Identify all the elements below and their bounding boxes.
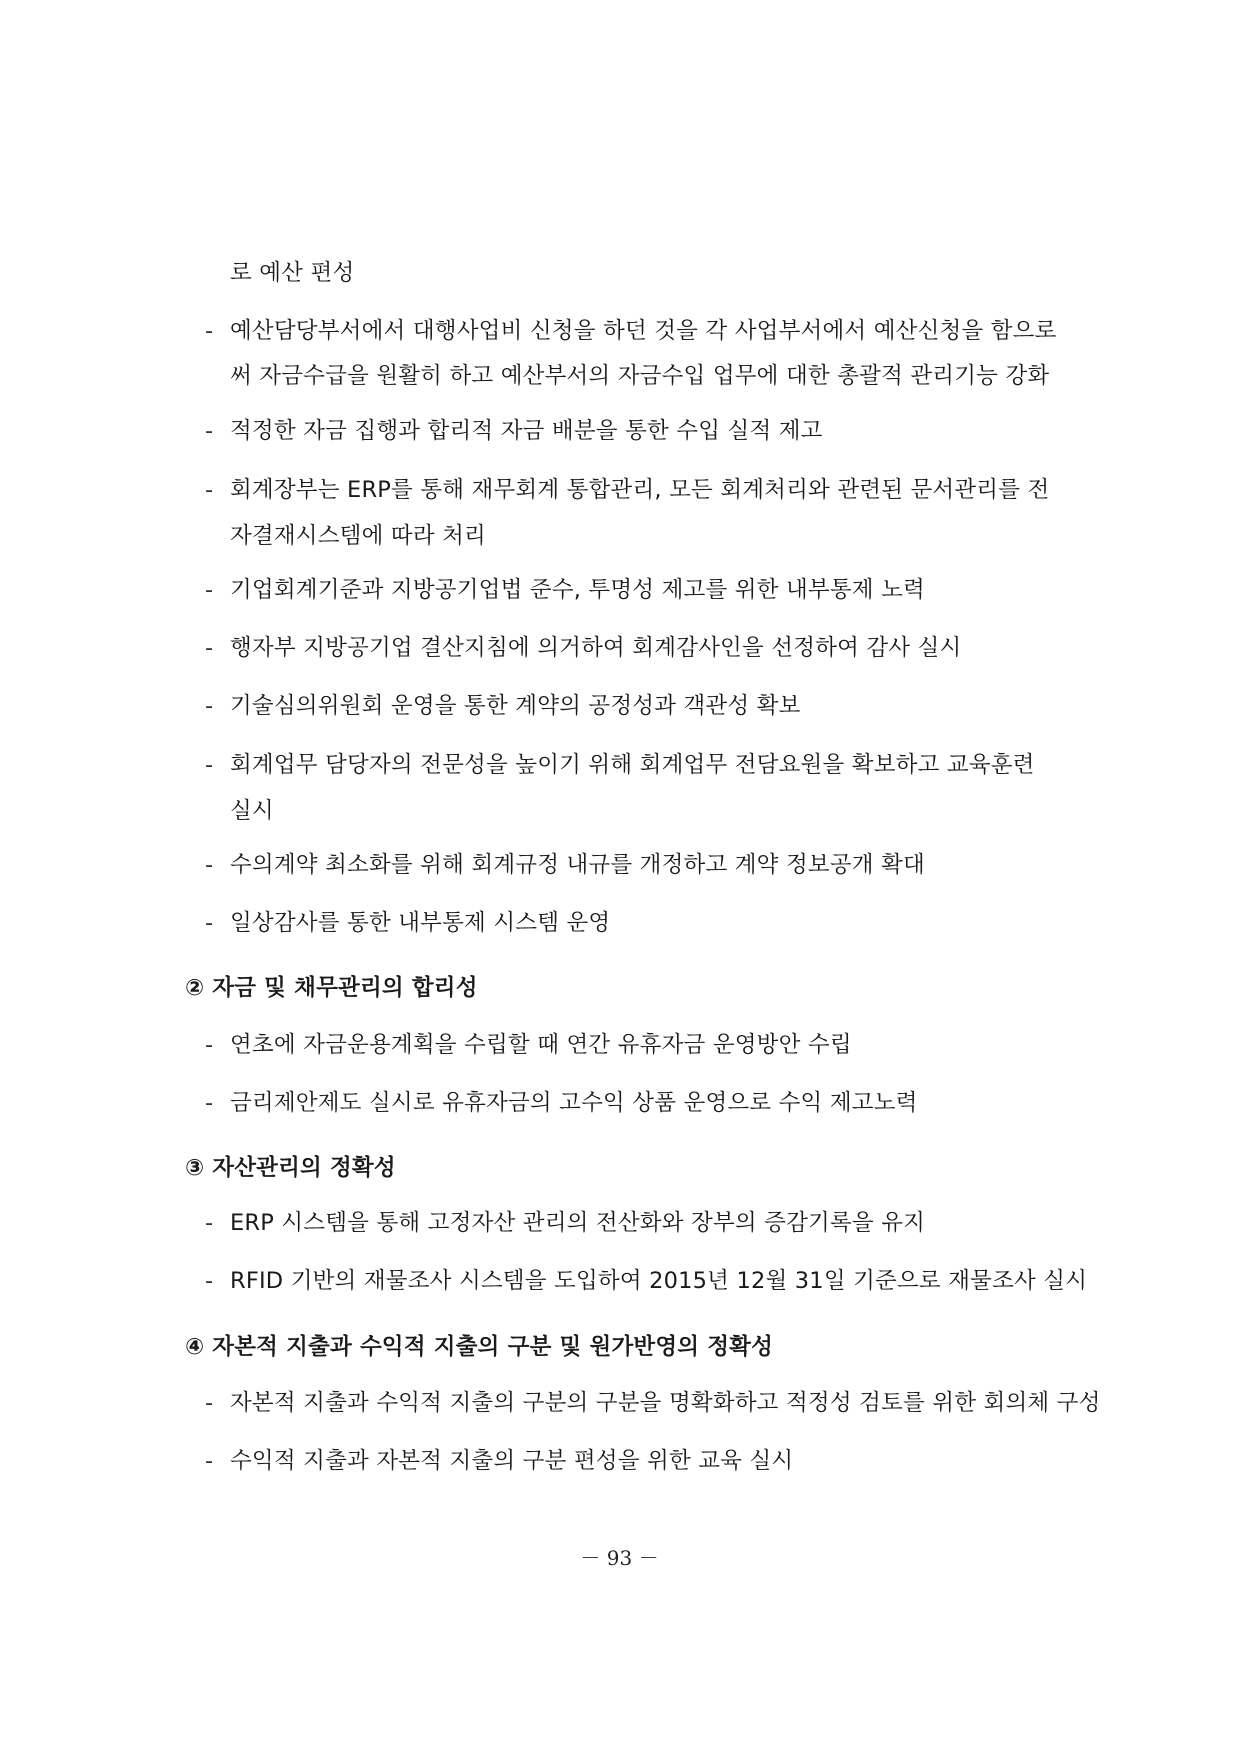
bullet-dash: - <box>205 418 214 444</box>
bullet-text: 자본적 지출과 수익적 지출의 구분의 구분을 명확화하고 적정성 검토를 위한 회의체 구성 <box>230 1390 1101 1416</box>
bullet-text: 예산담당부서에서 대행사업비 신청을 하던 것을 각 사업부서에서 예산신청을 함으로 <box>230 318 1057 344</box>
bullet-dash: - <box>205 1448 214 1474</box>
bullet-text: 행자부 지방공기업 결산지침에 의거하여 회계감사인을 선정하여 감사 실시 <box>230 635 962 661</box>
bullet-dash: - <box>205 852 214 878</box>
bullet-text: 수익적 지출과 자본적 지출의 구분 편성을 위한 교육 실시 <box>230 1448 794 1474</box>
bullet-text-cont: 실시 <box>230 798 274 824</box>
bullet-dash: - <box>205 635 214 661</box>
bullet-dash: - <box>205 318 214 344</box>
bullet-text: 수의계약 최소화를 위해 회계규정 내규를 개정하고 계약 정보공개 확대 <box>230 852 925 878</box>
bullet-text: 기업회계기준과 지방공기업법 준수, 투명성 제고를 위한 내부통제 노력 <box>230 577 925 603</box>
bullet-dash: - <box>205 577 214 603</box>
bullet-dash: - <box>205 477 214 503</box>
bullet-text: 회계장부는 ERP를 통해 재무회계 통합관리, 모든 회계처리와 관련된 문서관리를 전 <box>230 477 1050 503</box>
bullet-text: 금리제안제도 실시로 유휴자금의 고수익 상품 운영으로 수익 제고노력 <box>230 1090 918 1116</box>
bullet-dash: - <box>205 1032 214 1058</box>
bullet-dash: - <box>205 752 214 778</box>
section-heading-expenditure: ④ 자본적 지출과 수익적 지출의 구분 및 원가반영의 정확성 <box>185 1334 774 1360</box>
bullet-dash: - <box>205 1390 214 1416</box>
bullet-text: 적정한 자금 집행과 합리적 자금 배분을 통한 수입 실적 제고 <box>230 418 823 444</box>
page-number: － 93 － <box>580 1546 659 1570</box>
bullet-dash: - <box>205 910 214 936</box>
bullet-dash: - <box>205 1210 214 1236</box>
bullet-text-cont: 써 자금수급을 원활히 하고 예산부서의 자금수입 업무에 대한 총괄적 관리기능 강화 <box>230 363 1050 389</box>
bullet-text: ERP 시스템을 통해 고정자산 관리의 전산화와 장부의 증감기록을 유지 <box>230 1210 926 1236</box>
section-heading-funds: ② 자금 및 채무관리의 합리성 <box>185 975 478 1001</box>
bullet-dash: - <box>205 1268 214 1294</box>
bullet-text: RFID 기반의 재물조사 시스템을 도입하여 2015년 12월 31일 기준으로 재물조사 실시 <box>230 1268 1088 1294</box>
bullet-text: 회계업무 담당자의 전문성을 높이기 위해 회계업무 전담요원을 확보하고 교육훈련 <box>230 752 1035 778</box>
bullet-dash: - <box>205 1090 214 1116</box>
bullet-text-cont: 자결재시스템에 따라 처리 <box>230 523 486 549</box>
continuation-line: 로 예산 편성 <box>230 260 355 286</box>
bullet-text: 일상감사를 통한 내부통제 시스템 운영 <box>230 910 611 936</box>
section-heading-assets: ③ 자산관리의 정확성 <box>185 1155 396 1181</box>
bullet-dash: - <box>205 693 214 719</box>
bullet-text: 기술심의위원회 운영을 통한 계약의 공정성과 객관성 확보 <box>230 693 801 719</box>
bullet-text: 연초에 자금운용계획을 수립할 때 연간 유휴자금 운영방안 수립 <box>230 1032 852 1058</box>
